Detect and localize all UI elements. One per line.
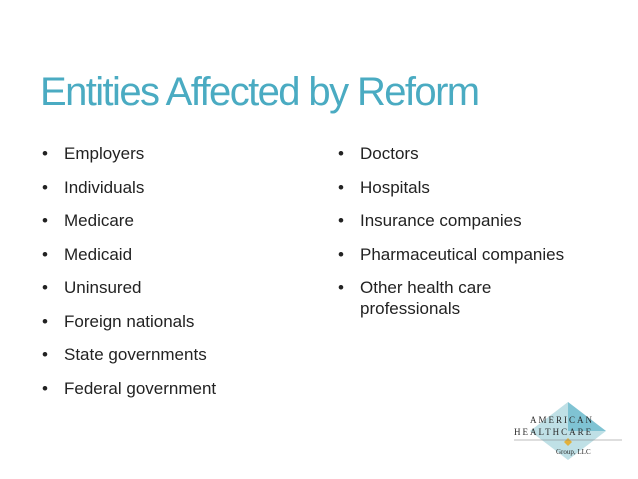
bullet-icon: • bbox=[42, 244, 48, 264]
bullet-icon: • bbox=[42, 211, 48, 230]
right-bullet-list bbox=[336, 143, 616, 332]
list-item bbox=[336, 210, 616, 231]
bullet-icon: • bbox=[338, 177, 344, 197]
left-bullet-list bbox=[40, 143, 310, 411]
bullet-icon: • bbox=[338, 144, 344, 163]
list-item-label: Hospitals bbox=[360, 177, 430, 197]
list-item bbox=[40, 210, 310, 231]
list-item bbox=[336, 244, 616, 265]
bullet-icon: • bbox=[338, 244, 344, 264]
list-item-label: Medicaid bbox=[64, 244, 133, 264]
logo-text-group: Group, LLC bbox=[556, 448, 591, 456]
list-item-label: Uninsured bbox=[64, 278, 142, 297]
list-item-label: Doctors bbox=[360, 144, 419, 163]
list-item-label: Pharmaceutical companies bbox=[360, 244, 565, 264]
bullet-icon: • bbox=[42, 177, 48, 197]
list-item bbox=[336, 177, 616, 198]
list-item-label: Other health care professionals bbox=[360, 278, 492, 318]
bullet-icon: • bbox=[42, 378, 48, 398]
list-item bbox=[40, 344, 310, 365]
bullet-icon: • bbox=[338, 278, 344, 297]
slide-title: Entities Affected by Reform bbox=[40, 70, 479, 114]
list-item bbox=[40, 277, 310, 298]
list-item-label: Insurance companies bbox=[360, 211, 522, 230]
list-item-label: State governments bbox=[64, 345, 207, 364]
logo-text-american: AMERICAN bbox=[530, 415, 595, 425]
bullet-icon: • bbox=[42, 345, 48, 364]
bullet-icon: • bbox=[42, 144, 48, 163]
list-item-label: Foreign nationals bbox=[64, 311, 195, 331]
bullet-icon: • bbox=[42, 311, 48, 331]
list-item bbox=[336, 143, 616, 164]
american-healthcare-logo bbox=[506, 400, 630, 462]
list-item bbox=[40, 244, 310, 265]
list-item bbox=[336, 277, 580, 319]
bullet-icon: • bbox=[42, 278, 48, 297]
list-item-label: Employers bbox=[64, 144, 145, 163]
logo-text-healthcare: HEALTHCARE bbox=[514, 427, 594, 437]
list-item bbox=[40, 143, 310, 164]
list-item bbox=[40, 177, 310, 198]
list-item-label: Individuals bbox=[64, 177, 145, 197]
list-item bbox=[40, 311, 310, 332]
bullet-icon: • bbox=[338, 211, 344, 230]
list-item bbox=[40, 378, 310, 399]
list-item-label: Medicare bbox=[64, 211, 134, 230]
list-item-label: Federal government bbox=[64, 378, 217, 398]
